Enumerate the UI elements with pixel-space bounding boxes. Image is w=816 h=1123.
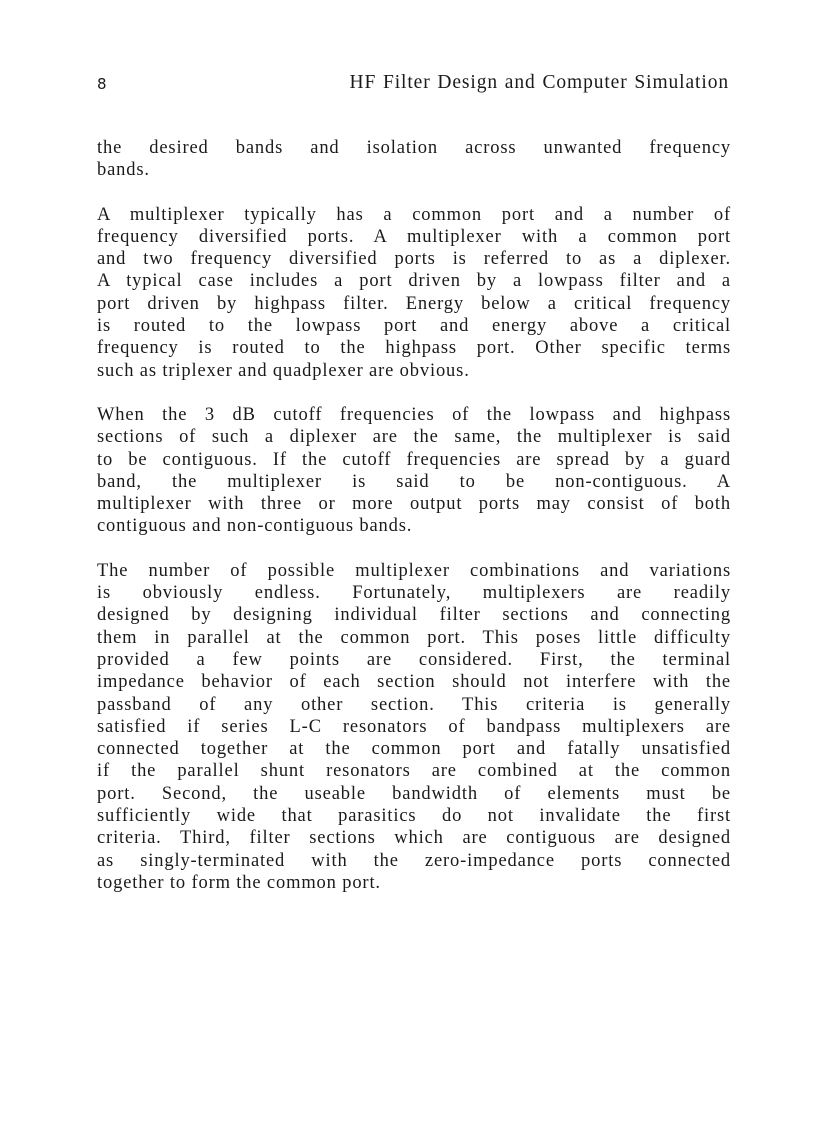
text-line: bands. xyxy=(97,160,150,181)
text-line: and two frequency diversified ports is referred to as a diplexer. xyxy=(97,249,731,270)
text-line: frequency diversified ports. A multiplexer with a common port xyxy=(97,226,731,247)
text-line: impedance behavior of each section should not interfere with the xyxy=(97,672,731,693)
text-line: criteria. Third, filter sections which are contiguous are designed xyxy=(97,828,731,849)
running-header xyxy=(97,70,729,98)
text-line: A multiplexer typically has a common port and a number of xyxy=(97,204,731,225)
running-title: HF Filter Design and Computer Simulation xyxy=(349,72,729,93)
body-text xyxy=(97,137,731,916)
text-line: satisfied if series L-C resonators of bandpass multiplexers are xyxy=(97,716,731,737)
text-line: to be contiguous. If the cutoff frequencies are spread by a guard xyxy=(97,449,731,470)
text-line: When the 3 dB cutoff frequencies of the lowpass and highpass xyxy=(97,404,731,425)
text-line: passband of any other section. This criteria is generally xyxy=(97,694,731,715)
text-line: A typical case includes a port driven by a lowpass filter and a xyxy=(97,271,731,292)
text-line: such as triplexer and quadplexer are obvious. xyxy=(97,360,470,381)
text-line: band, the multiplexer is said to be non-contiguous. A xyxy=(97,471,731,492)
text-line: connected together at the common port and fatally unsatisfied xyxy=(97,739,731,760)
text-line: together to form the common port. xyxy=(97,872,381,893)
text-line: is obviously endless. Fortunately, multiplexers are readily xyxy=(97,583,731,604)
text-line: the desired bands and isolation across unwanted frequency xyxy=(97,138,731,158)
text-line: if the parallel shunt resonators are combined at the common xyxy=(97,761,731,782)
text-line: port driven by highpass filter. Energy below a critical frequency xyxy=(97,293,731,314)
text-line: them in parallel at the common port. This poses little difficulty xyxy=(97,627,731,648)
text-line: sections of such a diplexer are the same, the multiplexer is said xyxy=(97,427,731,448)
paragraph xyxy=(97,404,731,538)
paragraph xyxy=(97,204,731,382)
text-line: as singly-terminated with the zero-impedance ports connected xyxy=(97,850,731,871)
text-line: port. Second, the useable bandwidth of elements must be xyxy=(97,783,731,804)
text-line: multiplexer with three or more output ports may consist of both xyxy=(97,494,731,515)
text-line: is routed to the lowpass port and energy above a critical xyxy=(97,316,731,337)
text-line: provided a few points are considered. First, the terminal xyxy=(97,649,731,670)
text-line: contiguous and non-contiguous bands. xyxy=(97,516,413,537)
text-line: The number of possible multiplexer combinations and variations xyxy=(97,560,731,581)
text-line: sufficiently wide that parasitics do not invalidate the first xyxy=(97,806,731,827)
text-line: frequency is routed to the highpass port. Other specific terms xyxy=(97,338,731,359)
paragraph xyxy=(97,137,731,182)
paragraph xyxy=(97,560,731,894)
text-line: designed by designing individual filter sections and connecting xyxy=(97,605,731,626)
page-number: 8 xyxy=(97,75,107,93)
